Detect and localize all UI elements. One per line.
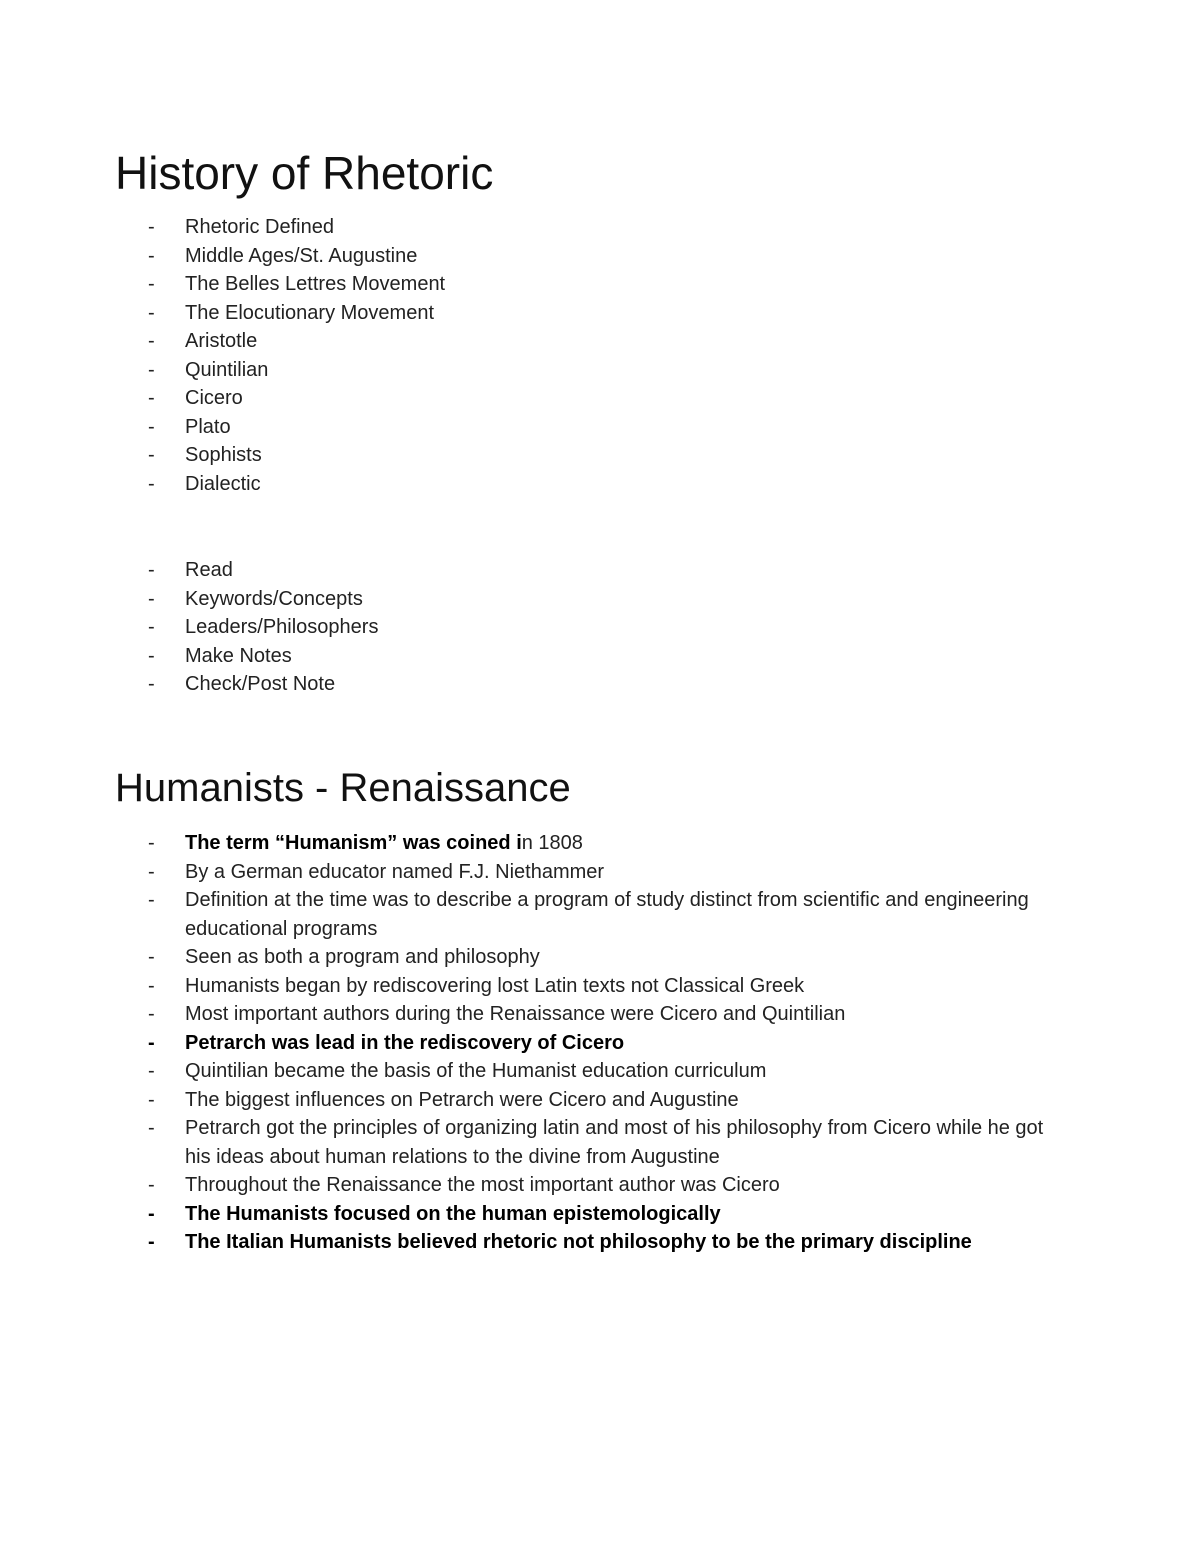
list-item: - Seen as both a program and philosophy (0, 943, 1200, 972)
bullet-dash: - (148, 974, 155, 997)
bullet-dash: - (148, 1174, 155, 1196)
topics-list (0, 213, 1200, 498)
bullet-dash: - (148, 244, 155, 267)
list-item: - Read (0, 556, 1200, 585)
bullet-dash: - (148, 832, 155, 854)
tasks-list (0, 556, 1200, 699)
bullet-dash: - (148, 330, 155, 352)
list-item: - Check/Post Note (0, 670, 1200, 699)
bullet-dash: - (148, 415, 155, 438)
list-item: - By a German educator named F.J. Niethammer (0, 858, 1200, 887)
bullet-dash: - (148, 1231, 155, 1253)
bullet-dash: - (148, 1088, 155, 1111)
bullet-dash: - (148, 358, 155, 381)
list-item: - Aristotle (0, 327, 1200, 356)
list-item-bold: - The Italian Humanists believed rhetoric not philosophy to be the primary discipline (0, 1228, 1200, 1257)
bullet-dash: - (148, 946, 155, 968)
bullet-dash: - (148, 1003, 155, 1025)
humanists-list (0, 829, 1200, 1257)
list-item: - Humanists began by rediscovering lost Latin texts not Classical Greek (0, 972, 1200, 1001)
bullet-dash: - (148, 1117, 155, 1139)
list-item-bold: - The Humanists focused on the human epistemologically (0, 1200, 1200, 1229)
list-item: - Throughout the Renaissance the most important author was Cicero (0, 1171, 1200, 1200)
bullet-dash: - (148, 444, 155, 466)
bullet-dash: - (148, 644, 155, 667)
bullet-dash: - (148, 387, 155, 409)
list-item: - The Elocutionary Movement (0, 299, 1200, 328)
list-item: - Plato (0, 413, 1200, 442)
bullet-dash: - (148, 1060, 155, 1082)
list-item-bold: - Petrarch was lead in the rediscovery of Cicero (0, 1029, 1200, 1058)
bullet-dash: - (148, 472, 155, 495)
bullet-dash: - (148, 673, 155, 695)
heading-history-of-rhetoric: History of Rhetoric (115, 147, 494, 199)
bullet-dash: - (148, 616, 155, 638)
bullet-dash: - (148, 216, 155, 238)
bullet-dash: - (148, 301, 155, 324)
list-item: - Sophists (0, 441, 1200, 470)
list-item: - Quintilian (0, 356, 1200, 385)
list-item: - Leaders/Philosophers (0, 613, 1200, 642)
bullet-dash: - (148, 587, 155, 610)
list-item: - Definition at the time was to describe a program of study distinct from scientific and engineering educational programs (0, 886, 1200, 943)
list-item: - The term “Humanism” was coined in 1808 (0, 829, 1200, 858)
bullet-dash: - (148, 860, 155, 883)
list-item: - Middle Ages/St. Augustine (0, 242, 1200, 271)
list-item: - Keywords/Concepts (0, 585, 1200, 614)
list-item: - Rhetoric Defined (0, 213, 1200, 242)
bullet-dash: - (148, 559, 155, 581)
bullet-dash: - (148, 1031, 155, 1054)
list-item: - Petrarch got the principles of organizing latin and most of his philosophy from Cicero while he got his ideas about human relations to the divine from Augustine (0, 1114, 1200, 1171)
list-item: - Quintilian became the basis of the Humanist education curriculum (0, 1057, 1200, 1086)
list-item: - The Belles Lettres Movement (0, 270, 1200, 299)
list-item: - Dialectic (0, 470, 1200, 499)
heading-humanists-renaissance: Humanists - Renaissance (115, 766, 571, 810)
list-item: - The biggest influences on Petrarch were Cicero and Augustine (0, 1086, 1200, 1115)
list-item: - Make Notes (0, 642, 1200, 671)
bullet-dash: - (148, 889, 155, 911)
list-item: - Most important authors during the Renaissance were Cicero and Quintilian (0, 1000, 1200, 1029)
bullet-dash: - (148, 273, 155, 295)
bullet-dash: - (148, 1202, 155, 1225)
list-item: - Cicero (0, 384, 1200, 413)
